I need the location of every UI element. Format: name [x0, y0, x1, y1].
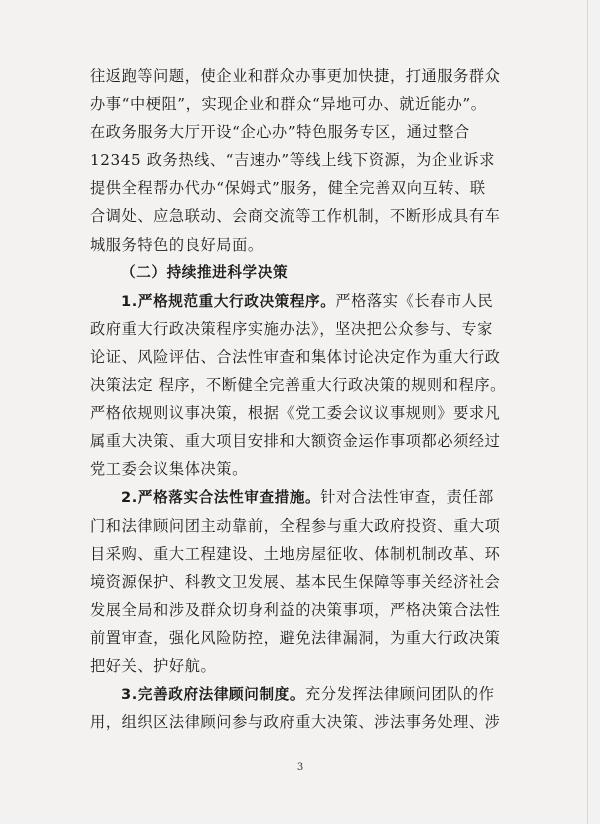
body-line: 门和法律顾问团主动靠前，全程参与重大政府投资、重大项	[90, 516, 501, 535]
body-line: 在政务服务大厅开设“企心办”特色服务专区，通过整合	[90, 123, 470, 142]
body-line: 严格依规则议事决策，根据《党工委会议议事规则》要求凡	[90, 404, 501, 423]
document-body	[90, 62, 510, 736]
body-line: 前置审查，强化风险防控，避免法律漏洞，为重大行政决策	[90, 628, 501, 647]
body-line: 政府重大行政决策程序实施办法》，坚决把公众参与、专家	[90, 319, 493, 338]
body-line: 往返跑等问题，使企业和群众办事更加快捷，打通服务群众	[90, 67, 501, 85]
subheading: 3.完善政府法律顾问制度。	[121, 686, 306, 704]
subheading: 1.严格规范重大行政决策程序。	[121, 292, 336, 310]
paragraph-first-line	[90, 483, 510, 511]
body-text: 针对合法性审查，责任部	[320, 488, 494, 507]
body-line: 提供全程帮办代办“保姆式”服务，健全完善双向互转、联	[90, 179, 486, 198]
body-line: 论证、风险评估、合法性审查和集体讨论决定作为重大行政	[90, 347, 501, 366]
body-line: 把好关、护好航。	[90, 656, 217, 675]
body-line: 城服务特色的良好局面。	[90, 235, 264, 254]
body-line: 12345 政务热线、“吉速办”等线上线下资源，为企业诉求	[90, 151, 496, 170]
body-line: 境资源保护、科教文卫发展、基本民生保障等事关经济社会	[90, 572, 501, 591]
body-line: 决策法定 程序，不断健全完善重大行政决策的规则和程序。	[90, 376, 506, 395]
body-line: 属重大决策、重大项目安排和大额资金运作事项都必须经过	[90, 432, 501, 451]
paragraph-first-line	[90, 680, 510, 708]
page-edge	[587, 0, 588, 824]
body-line: 党工委会议集体决策。	[90, 460, 248, 479]
section-heading: （二）持续推进科学决策	[121, 263, 289, 281]
paragraph-first-line	[90, 287, 510, 315]
page-number: 3	[296, 762, 304, 773]
body-line: 目采购、重大工程建设、土地房屋征收、体制机制改革、环	[90, 544, 501, 563]
body-line: 用，组织区法律顾问参与政府重大决策、涉法事务处理、涉	[90, 713, 501, 732]
body-text: 严格落实《长春市人民	[335, 291, 494, 310]
body-line: 办事“中梗阻”，实现企业和群众“异地可办、就近能办”。	[90, 95, 487, 114]
subheading: 2.严格落实合法性审查措施。	[121, 489, 321, 507]
body-line: 发展全局和涉及群众切身利益的决策事项，严格决策合法性	[90, 600, 501, 619]
body-line: 合调处、应急联动、会商交流等工作机制，不断形成具有车	[90, 207, 501, 226]
body-text: 充分发挥法律顾问团队的作	[305, 685, 495, 704]
